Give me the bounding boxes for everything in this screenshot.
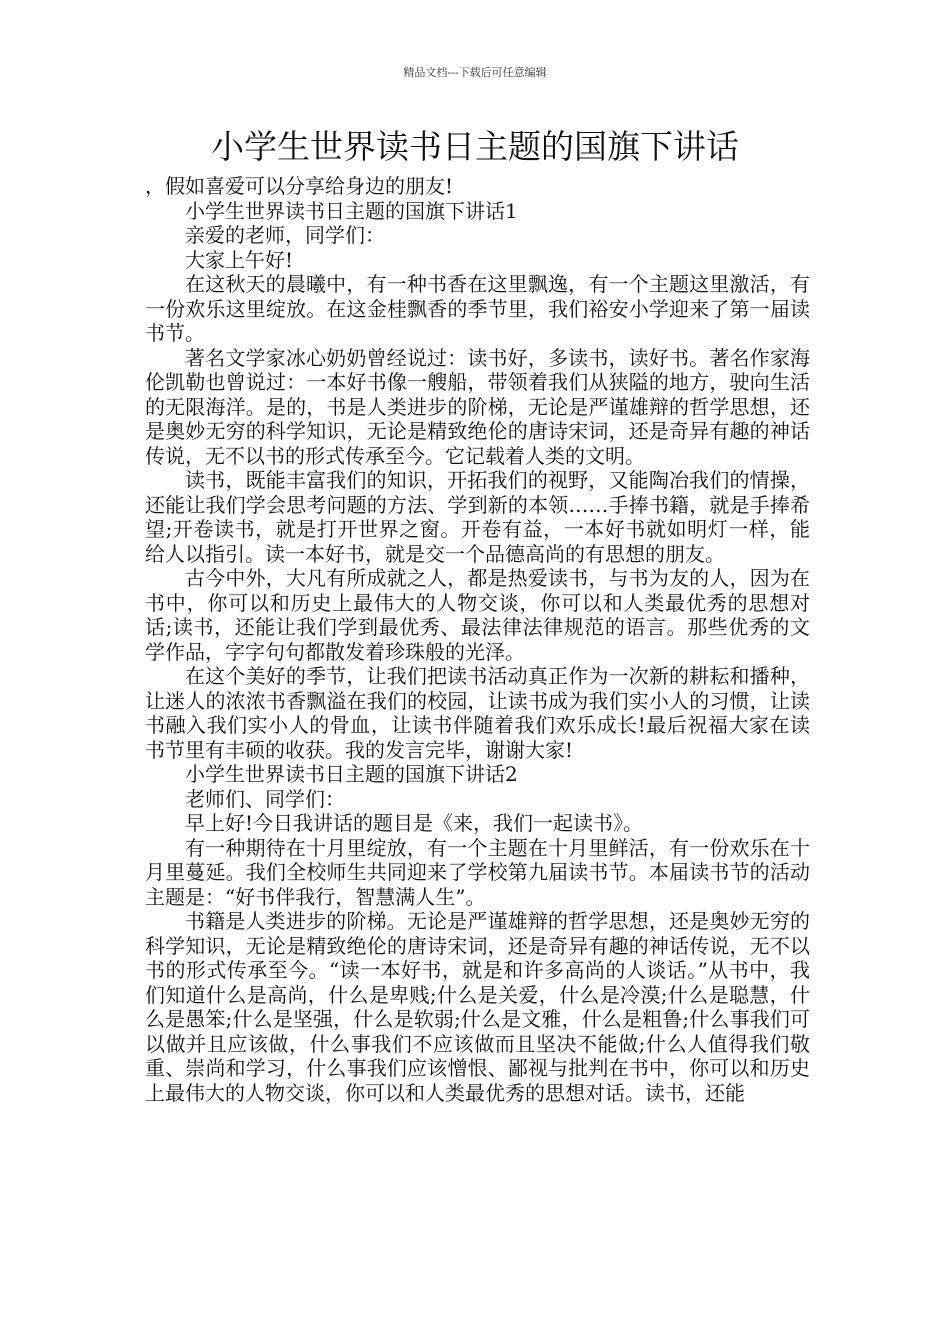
greeting: 大家上午好! — [185, 247, 294, 272]
document-body — [145, 174, 810, 1105]
document-title: 小学生世界读书日主题的国旗下讲话 — [211, 127, 739, 166]
header-note: 精品文档---下载后可任意编辑 — [403, 66, 547, 79]
section-heading-2: 小学生世界读书日主题的国旗下讲话2 — [185, 762, 518, 786]
paragraph: 在这个美好的季节，让我们把读书活动真正作为一次新的耕耘和播种，让迷人的浓浓书香飘溢在我们的校园，让读书成为我们实小人的习惯，让读书融入我们实小人的骨血，让读书伴随着我们欢乐成长!最后祝福大家在读书节里有丰硕的收获。我的发言完毕，谢谢大家! — [145, 664, 810, 762]
paragraph-intro: ，假如喜爱可以分享给身边的朋友! — [145, 174, 454, 198]
paragraph: 书籍是人类进步的阶梯。无论是严谨雄辩的哲学思想，还是奥妙无穷的科学知识，无论是精致绝伦的唐诗宋词，还是奇异有趣的神话传说，无不以书的形式传承至今。“读一本好书，就是和许多高尚的人谈话。”从书中，我们知道什么是高尚，什么是卑贱;什么是关爱，什么是冷漠;什么是聪慧，什么是愚笨;什么是坚强，什么是软弱;什么是文雅，什么是粗鲁;什么事我们可以做并且应该做，什么事我们不应该做而且坚决不能做;什么人值得我们敬重、崇尚和学习，什么事我们应该憎恨、鄙视与批判在书中，你可以和历史上最伟大的人物交谈，你可以和人类最优秀的思想对话。读书，还能 — [145, 909, 810, 1105]
paragraph: 古今中外，大凡有所成就之人，都是热爱读书，与书为友的人，因为在书中，你可以和历史上最伟大的人物交谈，你可以和人类最优秀的思想对话;读书，还能让我们学到最优秀、最法律法律规范的语言。那些优秀的文学作品，字字句句都散发着珍珠般的光泽。 — [145, 566, 810, 664]
salutation: 老师们、同学们： — [185, 786, 345, 811]
paragraph: 有一种期待在十月里绽放，有一个主题在十月里鲜活，有一份欢乐在十月里蔓延。我们全校师生共同迎来了学校第九届读书节。本届读书节的活动主题是：“好书伴我行，智慧满人生”。 — [145, 835, 810, 909]
section-heading-1: 小学生世界读书日主题的国旗下讲话1 — [185, 198, 518, 223]
paragraph: 著名文学家冰心奶奶曾经说过：读书好，多读书，读好书。著名作家海伦凯勒也曾说过：一本好书像一艘船，带领着我们从狭隘的地方，驶向生活的无限海洋。是的，书是人类进步的阶梯，无论是严谨雄辩的哲学思想，还是奥妙无穷的科学知识，无论是精致绝伦的唐诗宋词，还是奇异有趣的神话传说，无不以书的形式传承至今。它记载着人类的文明。 — [145, 345, 810, 468]
paragraph: 在这秋天的晨曦中，有一种书香在这里飘逸，有一个主题这里激活，有一份欢乐这里绽放。在这金桂飘香的季节里，我们裕安小学迎来了第一届读书节。 — [145, 272, 810, 345]
paragraph: 读书，既能丰富我们的知识，开拓我们的视野，又能陶冶我们的情操，还能让我们学会思考问题的方法、学到新的本领……手捧书籍，就是手捧希望;开卷读书，就是打开世界之窗。开卷有益，一本好书就如明灯一样，能给人以指引。读一本好书，就是交一个品德高尚的有思想的朋友。 — [145, 468, 810, 566]
salutation: 亲爱的老师，同学们： — [185, 223, 385, 247]
greeting: 早上好!今日我讲话的题目是《来，我们一起读书》。 — [185, 811, 644, 835]
